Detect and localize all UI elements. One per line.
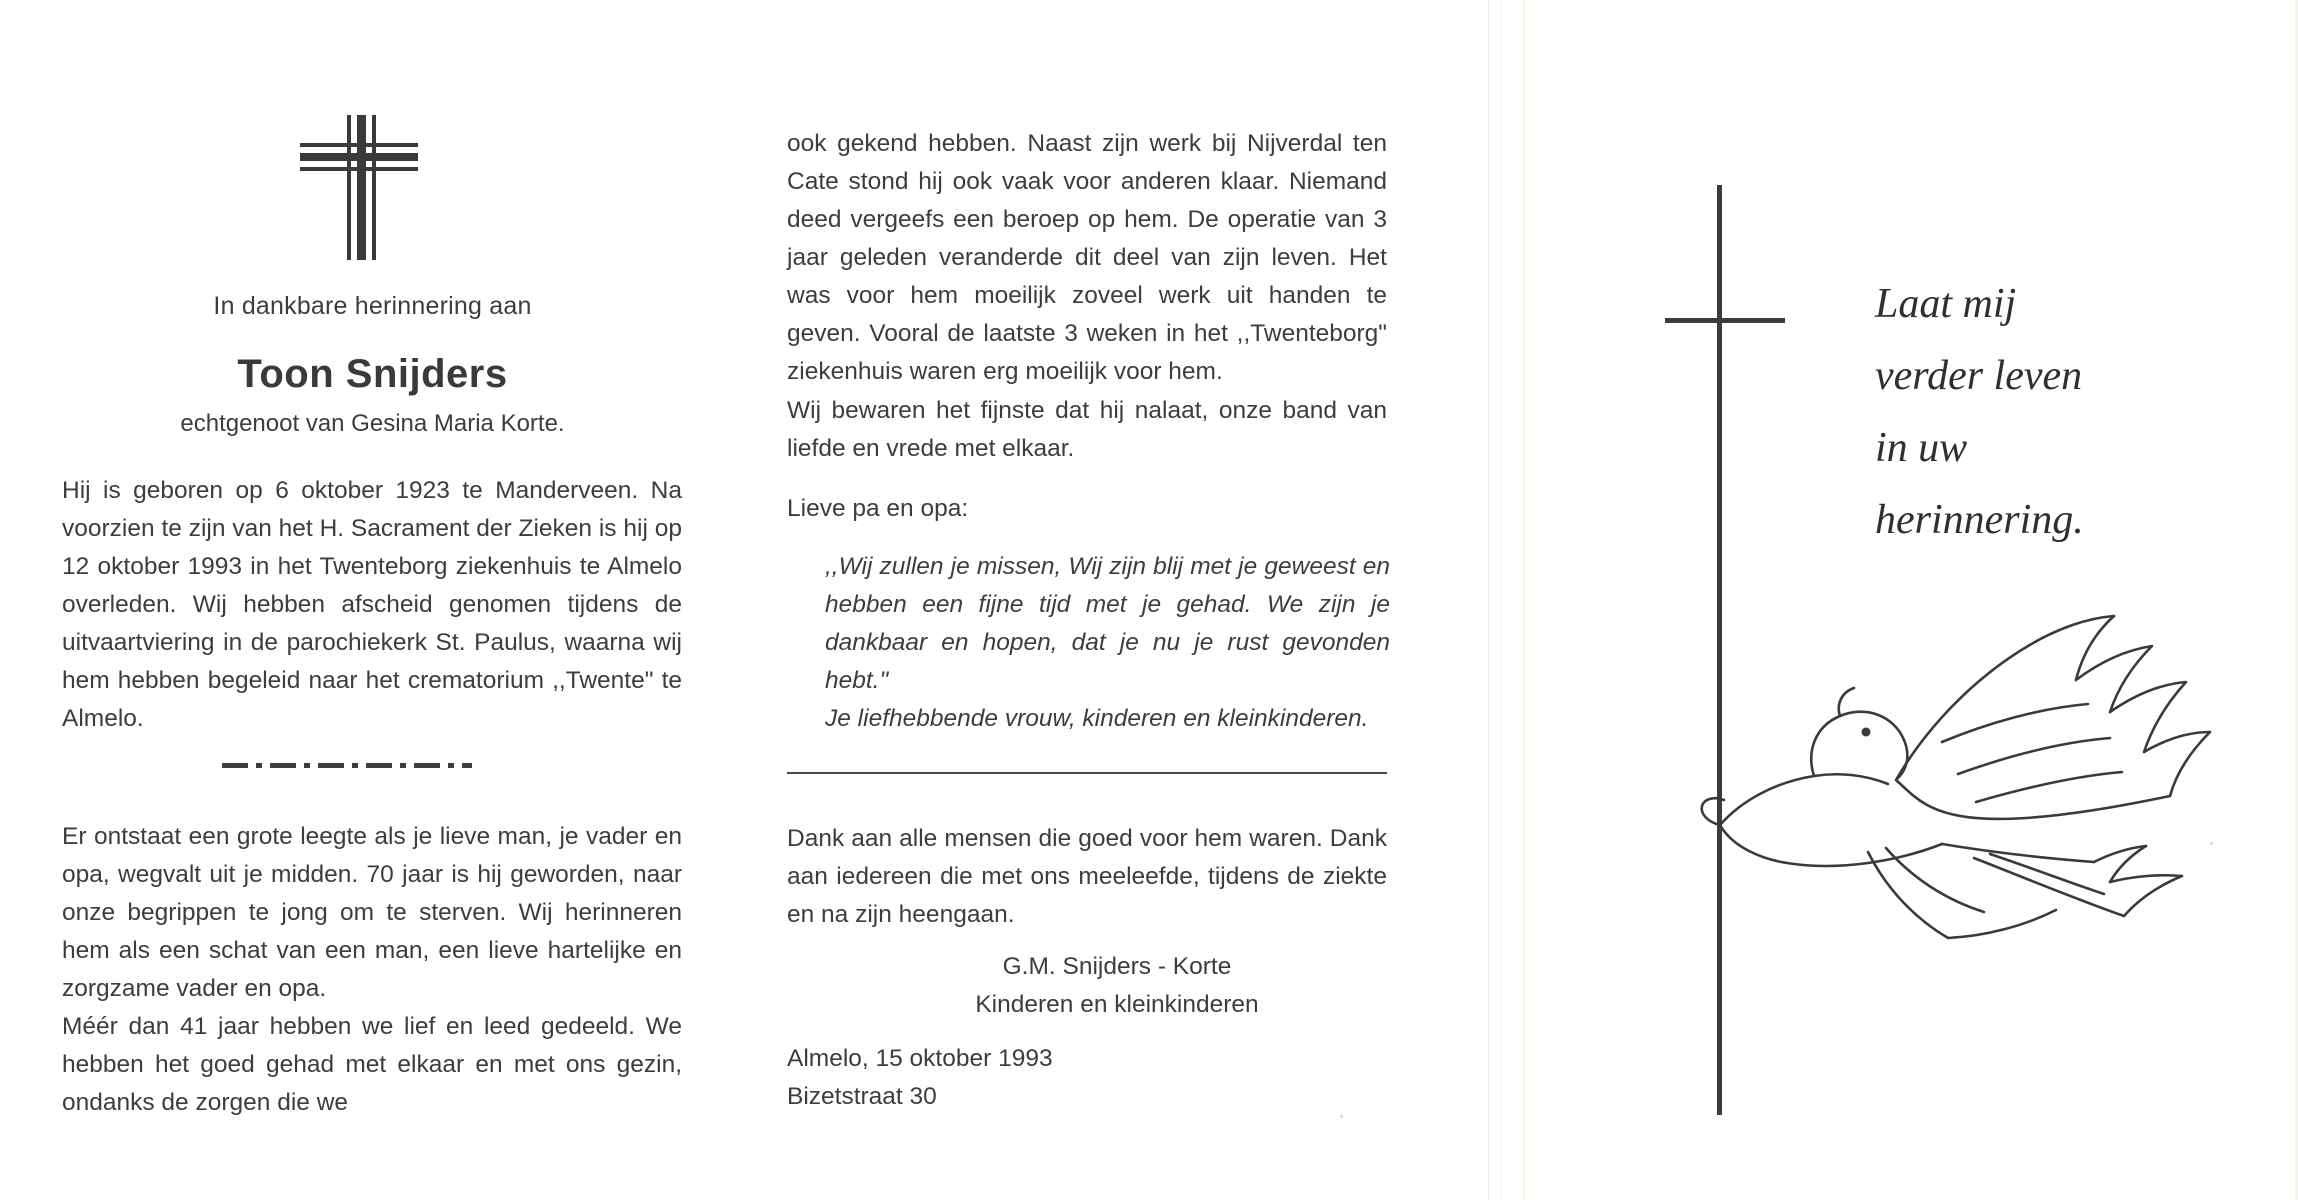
deceased-name: Toon Snijders [237, 352, 508, 396]
mid-paragraph-2-text: Wij bewaren het fijnste dat hij nalaat, onze band van liefde en vrede met elkaar. [787, 397, 1387, 462]
verse-line-2: verder leven [1875, 353, 2083, 399]
left-paragraph-2-text: Er ontstaat een grote leegte als je lieve man, je vader en opa, wegvalt uit je midden. 70 jaar is hij geworden, naar onze begrippen te jong om te sterven. Wij herinneren hem als een schat van een man, een lieve hartelijke en zorgzame vader en opa. [62, 823, 682, 1002]
mid-quote-text: ,,Wij zullen je missen, Wij zijn blij met je geweest en hebben een fijne tijd met je gehad. We zijn je dankbaar en hopen, dat je nu je rust gevonden hebt." [825, 553, 1390, 694]
horizontal-rule [787, 772, 1387, 774]
signature-block [787, 948, 1447, 1024]
memorial-intro-text: In dankbare herinnering aan [213, 292, 532, 320]
paper-speck [2210, 842, 2213, 845]
mid-paragraph-2 [787, 392, 1387, 468]
mid-quote-block [825, 548, 1390, 738]
left-paragraph-3-text: Méér dan 41 jaar hebben we lief en leed gedeeld. We hebben het goed gehad met elkaar en met ons gezin, ondanks de zorgen die we [62, 1013, 682, 1116]
place-date-line: Almelo, 15 oktober 1993 [787, 1045, 1053, 1072]
mid-address-line-text: Lieve pa en opa: [787, 495, 969, 522]
mid-thanks-text: Dank aan alle mensen die goed voor hem waren. Dank aan iedereen die met ons meeleefde, tijdens de ziekte en na zijn heengaan. [787, 825, 1387, 928]
signature-line-2: Kinderen en kleinkinderen [975, 991, 1259, 1018]
street-line: Bizetstraat 30 [787, 1083, 937, 1110]
mid-quote-signoff: Je liefhebbende vrouw, kinderen en kleinkinderen. [825, 705, 1369, 732]
verse-line-3: in uw [1875, 425, 1968, 471]
left-paragraph-group-2 [62, 818, 682, 1122]
flying-dove-icon [1690, 600, 2290, 1000]
mid-thanks-paragraph [787, 820, 1387, 934]
mid-paragraph-1 [787, 125, 1387, 391]
left-paragraph-1-text: Hij is geboren op 6 oktober 1923 te Manderveen. Na voorzien te zijn van het H. Sacrament der Zieken is hij op 12 oktober 1993 in het Twenteborg ziekenhuis te Almelo overleden. Wij hebben afscheid genomen tijdens de uitvaartviering in de parochiekerk St. Paulus, waarna wij hem hebben begeleid naar het crematorium ,,Twente" te Almelo. [62, 477, 682, 732]
panel-left [0, 0, 745, 1200]
paper-speck [1340, 1115, 1343, 1118]
panel-middle [745, 0, 1485, 1200]
verse-block [1875, 268, 2275, 556]
fold-line-1 [1488, 0, 1489, 1200]
fold-line-3 [1523, 0, 1525, 1200]
left-paragraph-1 [62, 472, 682, 738]
mid-paragraph-1-text: ook gekend hebben. Naast zijn werk bij Nijverdal ten Cate stond hij ook vaak voor anderen klaar. Niemand deed vergeefs een beroep op hem. De operatie van 3 jaar geleden veranderde dit deel van zijn leven. Het was voor hem moeilijk zoveel werk uit handen te geven. Vooral de laatste 3 weken in het ,,Twenteborg" ziekenhuis waren erg moeilijk voor hem. [787, 130, 1387, 385]
dashed-divider [222, 763, 472, 769]
place-date-block [787, 1040, 1387, 1116]
verse-line-1: Laat mij [1875, 281, 2017, 327]
spouse-line: echtgenoot van Gesina Maria Korte. [180, 410, 565, 437]
latin-cross-icon [300, 115, 440, 260]
verse-line-4: herinnering. [1875, 497, 2084, 543]
signature-line-1: G.M. Snijders - Korte [1002, 953, 1232, 980]
fold-line-2 [1500, 0, 1501, 1200]
mid-address-line [787, 490, 1387, 528]
